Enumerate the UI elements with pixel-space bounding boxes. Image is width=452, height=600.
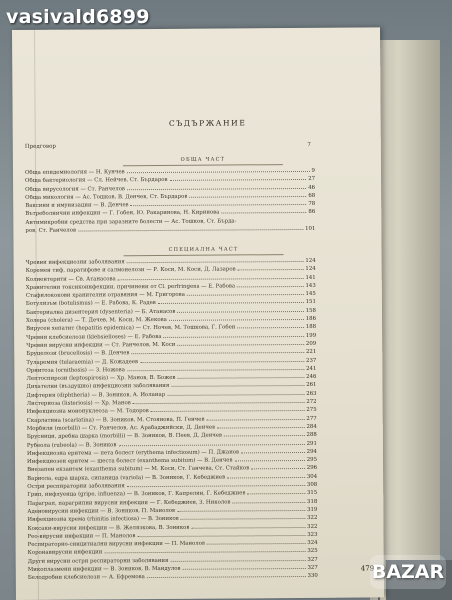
toc-entry-title: Грип, инфлуенца (gripe, influenza) — В. Зоников, Г. Капрелян, Г. Кебеджиев [27, 490, 246, 499]
toc-leader-dots [127, 369, 304, 371]
toc-leader-dots [235, 460, 305, 461]
toc-entry-page: 46 [308, 184, 316, 191]
toc-leader-dots [206, 419, 304, 421]
toc-entry-title: Дихателни (въздушно) инфекциозни заболявания [26, 383, 170, 391]
toc-entry-page: 101 [305, 225, 316, 233]
toc-leader-dots [189, 196, 306, 198]
toc-entry-page: 323 [307, 531, 318, 538]
toc-entry-page: 322 [307, 515, 318, 522]
toc-leader-dots [177, 510, 305, 512]
toc-entry-title: Параграп, парагрипни вирусни инфекции — Г. Кебеджиев, З. Николов [27, 499, 231, 507]
toc-entry-page: 241 [306, 365, 317, 372]
toc-entry-title: ров, Ст. Ранчелов [25, 227, 77, 234]
toc-leader-dots [167, 394, 304, 396]
seller-watermark: vasivald6899 [6, 6, 150, 28]
toc-entry-title: Чревни вирусни инфекции — Ст. Ранчелов, М. Коси [26, 341, 176, 349]
toc-entry-title: Обща микология — Ас. Тошков, В. Денчев, Ст. Бърдаров [25, 193, 188, 201]
toc-entry-page: 330 [307, 573, 318, 580]
toc-entry-page: 158 [305, 307, 316, 314]
toc-entry-title: Рубеола (rubeola) — В. Зоников [26, 441, 117, 449]
special-toc-list [26, 258, 318, 584]
toc-entry-page: 294 [306, 448, 317, 455]
toc-entry-page: 221 [305, 349, 317, 356]
marketplace-logo: BAZAR [370, 555, 446, 589]
toc-title: СЪДЪРЖАНИЕ [168, 118, 247, 128]
toc-entry-title: Инфекциозна еритема — пета болест (erythema infectiosum) — П. Джанов [26, 449, 240, 457]
toc-entry-title: Рео-вирусни инфекции — П. Манолов [27, 532, 136, 540]
book-page [12, 27, 384, 600]
toc-leader-dots [177, 311, 303, 313]
toc-leader-dots [164, 336, 304, 338]
toc-entry-title: Ваксини и имунизации — В. Денчев [25, 202, 129, 210]
toc-leader-dots [127, 188, 306, 190]
toc-entry-title: Ботулизъм (botulismus) — Е. Рабова, К. Радев [25, 300, 156, 308]
toc-entry-title: Обща епидемиология — Н. Кунчев [24, 169, 125, 176]
toc-leader-dots [158, 302, 304, 304]
toc-entry-title: Брусници, дребна шарка (morbilli) — В. Зоников, В. Пеев, Д. Денчев [26, 432, 223, 441]
toc-entry-title: Коремен тиф, паратифове и салмонелози — Р. Коси, М. Коси, Д. Лазаров [25, 266, 236, 275]
toc-entry-page: 324 [307, 539, 318, 547]
toc-entry-title: Хранителни токсикоинфекции, причинени от Cl. perfringens — Е. Рабова [25, 283, 236, 291]
toc-entry-title: Чревни инфекциозни заболявания [25, 259, 125, 266]
toc-leader-dots [181, 518, 305, 520]
toc-entry-page: 325 [307, 548, 318, 555]
toc-entry-title: Колиентерити — Св. Атанасова [25, 275, 116, 283]
toc-entry-page: 308 [306, 481, 318, 488]
toc-entry-page: 188 [305, 324, 317, 331]
toc-entry-title: Други вирусни остри респираторни заболявания [27, 557, 169, 565]
toc-leader-dots [127, 171, 310, 173]
toc-leader-dots [170, 560, 305, 562]
toc-entry-page: 124 [305, 266, 316, 273]
toc-entry-page: 143 [305, 282, 316, 289]
toc-entry-title: Листериоза (listeriosis) — Хр. Манов [26, 400, 131, 407]
toc-entry-title: Скарлатина (scarlatina) — В. Зоников, М. Стоянова, П. Генчев [26, 416, 205, 424]
toc-entry-page: 291 [306, 440, 317, 447]
toc-leader-dots [118, 443, 304, 445]
toc-leader-dots [227, 477, 305, 479]
toc-entry-page: 327 [307, 556, 318, 563]
toc-leader-dots [177, 344, 304, 346]
toc-leader-dots [247, 493, 304, 494]
toc-entry-title: Вариола, едра шарка, сипаница (variola) — В. Зоников, Г. Кебеджиев [27, 474, 226, 482]
toc-leader-dots [169, 319, 304, 321]
toc-entry-title: Аденовирусни инфекции — В. Зоников, П. Манолов [27, 507, 176, 515]
toc-entry-page: 209 [305, 340, 317, 347]
toc-entry-title: Инфекциозна мононуклеоза — М. Тодоров [26, 408, 149, 416]
toc-entry-title: Внезапен екзантем (exanthema subitum) — М. Коси, Ст. Ганчева, Ст. Стайков [27, 465, 250, 474]
toc-entry-title: Микоплазмени инфекции — В. Зоников, В. Мандулов [27, 565, 181, 573]
part-special-heading: СПЕЦИАЛНА ЧАСТ [168, 246, 239, 253]
toc-entry-title: Чревни клебсиелози (klebsielloses) — Е. Рабова [26, 333, 162, 341]
toc-entry-page: 141 [305, 274, 316, 281]
toc-entry-title: Холера (cholera) — Т. Дечев, М. Коси, М. Жекова [26, 317, 167, 324]
toc-entry-title: Морбили (morbilli) — Ст. Ранчелов, Ас. Арабаджийски, Д. Денчев [26, 424, 216, 432]
toc-entry-page: 327 [307, 564, 318, 571]
toc-leader-dots [221, 212, 306, 214]
toc-leader-dots [171, 385, 304, 387]
toc-leader-dots [177, 377, 304, 379]
toc-leader-dots [224, 435, 304, 437]
general-toc-list [25, 168, 315, 236]
toc-entry-title: Остри респираторни заболявания [27, 483, 125, 490]
toc-leader-dots [237, 286, 303, 287]
toc-entry-page: 246 [306, 374, 317, 381]
toc-entry-title: Бактериална дизентерия (dysenteria) — Б. Атанасов [25, 308, 176, 316]
toc-leader-dots [127, 485, 305, 487]
toc-leader-dots [251, 468, 305, 469]
toc-entry-page: 261 [306, 382, 317, 389]
toc-leader-dots [118, 278, 304, 280]
toc-leader-dots [191, 526, 305, 528]
toc-entry-page: 277 [306, 415, 317, 422]
toc-leader-dots [127, 261, 304, 263]
toc-leader-dots [238, 269, 304, 270]
page-number: 479 [360, 564, 375, 573]
toc-entry-title: Дифтерия (diphtheria) — В. Зоников, А. Йоланар [26, 391, 166, 399]
toc-leader-dots [207, 543, 305, 545]
toc-leader-dots [133, 402, 305, 404]
preface-label: Предговор [24, 143, 56, 150]
preface-entry [25, 142, 311, 150]
toc-entry-page: 304 [306, 473, 318, 480]
toc-entry-page: 275 [306, 407, 317, 414]
toc-entry-title: Коксаки-вирусни инфекции — В. Желязкова, В. Зоников [27, 524, 190, 532]
toc-entry-page: 151 [305, 299, 316, 306]
toc-entry-page: 68 [308, 192, 316, 199]
toc-entry-page: 78 [308, 201, 316, 208]
toc-entry-page: 319 [307, 506, 318, 513]
toc-leader-dots [217, 427, 304, 429]
toc-entry-title: Антимикробни средства при заразните болести — Ас. Тошков, Ст. Бърда- [25, 218, 237, 226]
toc-entry-page: 237 [305, 357, 317, 364]
toc-leader-dots [78, 229, 303, 232]
toc-leader-dots [241, 452, 305, 453]
toc-leader-dots [183, 568, 306, 570]
toc-entry-page: 86 [308, 209, 316, 216]
toc-entry-page: 9 [311, 167, 316, 174]
toc-entry-page: 295 [306, 457, 318, 464]
toc-leader-dots [147, 576, 306, 578]
toc-entry-page: 322 [307, 523, 318, 530]
toc-leader-dots [233, 502, 305, 504]
part-general-rule [123, 164, 283, 166]
toc-entry-title: Обща бактериология — Сл. Нейчев, Ст. Бърдаров [25, 177, 168, 185]
toc-entry-title: Вирусен хепатит (hepatitis epidemica) — Ст. Ночев, М. Тошкова, Г. Гобен [26, 324, 236, 333]
toc-entry-title: Обща вирусология — Ст. Ранчелов [25, 185, 125, 193]
toc-leader-dots [151, 410, 305, 412]
toc-leader-dots [140, 361, 304, 363]
toc-entry-page: 272 [306, 398, 317, 406]
part-special-rule [124, 254, 284, 256]
toc-entry-page: 318 [306, 498, 318, 505]
toc-leader-dots [170, 179, 307, 181]
toc-entry-title: Туларемия (tularaemia) — Д. Кожадеев [26, 358, 139, 366]
toc-entry-page: 186 [305, 315, 317, 323]
toc-entry-page: 288 [306, 432, 317, 439]
toc-leader-dots [137, 535, 305, 537]
toc-entry-title: Коронавирусни инфекции [27, 549, 103, 557]
toc-leader-dots [187, 294, 304, 296]
toc-entry-page: 124 [305, 257, 316, 264]
toc-leader-dots [131, 204, 307, 206]
toc-entry-page: 145 [305, 291, 316, 298]
toc-leader-dots [237, 327, 303, 328]
toc-entry-title: Инфекциозен еритем — шеста болест (exanthema subitum) — В. Денчев [26, 457, 233, 466]
toc-entry-page: 284 [306, 423, 317, 430]
toc-entry [28, 573, 318, 583]
toc-entry-title: Стафилококови хранителни отравяния — М. Григорова [25, 291, 185, 300]
toc-entry-title: Инфекциозна хрема (rhinitis infectiosa) — В. Зоников [27, 516, 179, 524]
preface-page: 7 [307, 141, 311, 148]
toc-entry-page: 199 [305, 332, 317, 339]
toc-entry-title: Вътреболнични инфекции — Г. Гобен, Ю. Ракаринова, Н. Киринова [25, 210, 220, 218]
toc-entry-title: Респираторно-синцитиални вирусни инфекции — П. Манолов [27, 540, 206, 548]
toc-entry-page: 27 [308, 176, 316, 183]
part-general-heading: ОБЩА ЧАСТ [180, 156, 226, 163]
toc-entry-title: Белодробни клебсиелози — А. Ефремова [27, 574, 145, 582]
toc-leader-dots [131, 352, 304, 354]
toc-entry-title: Орнитоза (ornithosis) — З. Ножова [26, 367, 125, 374]
toc-entry [25, 226, 315, 236]
toc-entry-page: 315 [306, 490, 318, 497]
toc-leader-dots [104, 551, 305, 553]
toc-entry-page: 263 [306, 390, 317, 397]
toc-entry-page: 296 [306, 465, 318, 472]
toc-entry-title: Лептоспирози (leptospirosis) — Хр. Манов, В. Божев [26, 375, 176, 383]
toc-entry-title: Бруцелози (brucellosis) — В. Денчев [26, 350, 130, 358]
